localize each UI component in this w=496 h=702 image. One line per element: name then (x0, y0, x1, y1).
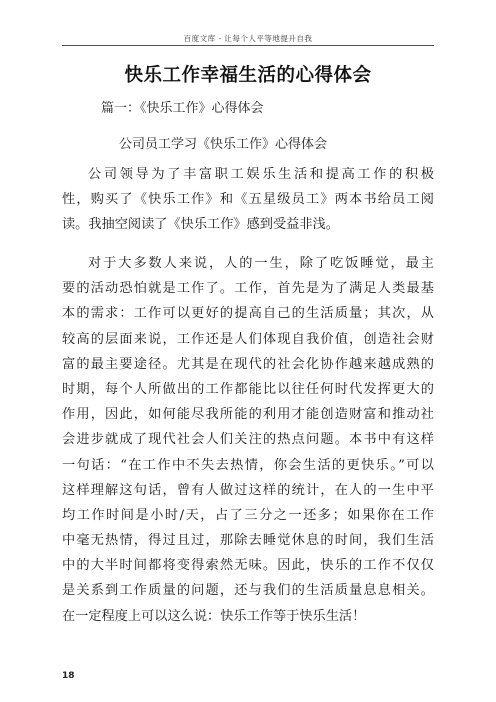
paragraph-line: 公司领导为了丰富职工娱乐生活和提高工作的积极 (88, 167, 434, 182)
paragraph-line: 富的最主要途径。尤其是在现代的社会化协作越来越成熟的 (62, 356, 434, 372)
header-divider (62, 45, 434, 46)
running-header: 百度文库 - 让每个人平等地提升自我 (183, 34, 313, 43)
paragraph-line: 对于大多数人来说，人的一生，除了吃饭睡觉，最主 (88, 256, 434, 271)
paragraph-line: 读。我抽空阅读了《快乐工作》感到受益非浅。 (62, 217, 339, 233)
paragraph-1 (62, 162, 434, 238)
paragraph-line: 性，购买了《快乐工作》和《五星级员工》两本书给员工阅 (62, 192, 434, 208)
paragraph-line: 作用，因此，如何能尽我所能的利用才能创造财富和推动社 (62, 407, 434, 423)
paragraph-2 (62, 251, 434, 629)
paragraph-line: 中毫无热情，得过且过，那除去睡觉休息的时间，我们生活 (62, 533, 434, 549)
paragraph-line: 会进步就成了现代社会人们关注的热点问题。本书中有这样 (62, 432, 434, 448)
paragraph-line: 时期，每个人所做出的工作都能比以往任何时代发挥更大的 (62, 381, 434, 397)
paragraph-line: 本的需求：工作可以更好的提高自己的生活质量；其次，从 (62, 306, 434, 322)
paragraph-line: 是关系到工作质量的问题，还与我们的生活质量息息相关。 (62, 583, 434, 599)
paragraph-line: 较高的层面来说，工作还是人们体现自我价值，创造社会财 (62, 331, 434, 347)
section-heading: 篇一：《快乐工作》心得体会 (101, 101, 264, 116)
paragraph-line: 这样理解这句话，曾有人做过这样的统计，在人的一生中平 (62, 482, 434, 498)
paragraph-line: 要的活动恐怕就是工作了。工作，首先是为了满足人类最基 (62, 281, 434, 297)
paragraph-line: 中的大半时间都将变得索然无味。因此，快乐的工作不仅仅 (62, 558, 434, 574)
paragraph-line: 在一定程度上可以这么说：快乐工作等于快乐生活！ (62, 608, 366, 624)
document-title: 快乐工作幸福生活的心得体会 (124, 65, 372, 86)
paragraph-line: 一句话：“在工作中不失去热情，你会生活的更快乐。”可以 (62, 457, 434, 473)
sub-heading: 公司员工学习《快乐工作》心得体会 (119, 137, 328, 152)
page-number: 18 (62, 671, 75, 681)
paragraph-line: 均工作时间是小时/天，占了三分之一还多；如果你在工作 (62, 507, 434, 523)
